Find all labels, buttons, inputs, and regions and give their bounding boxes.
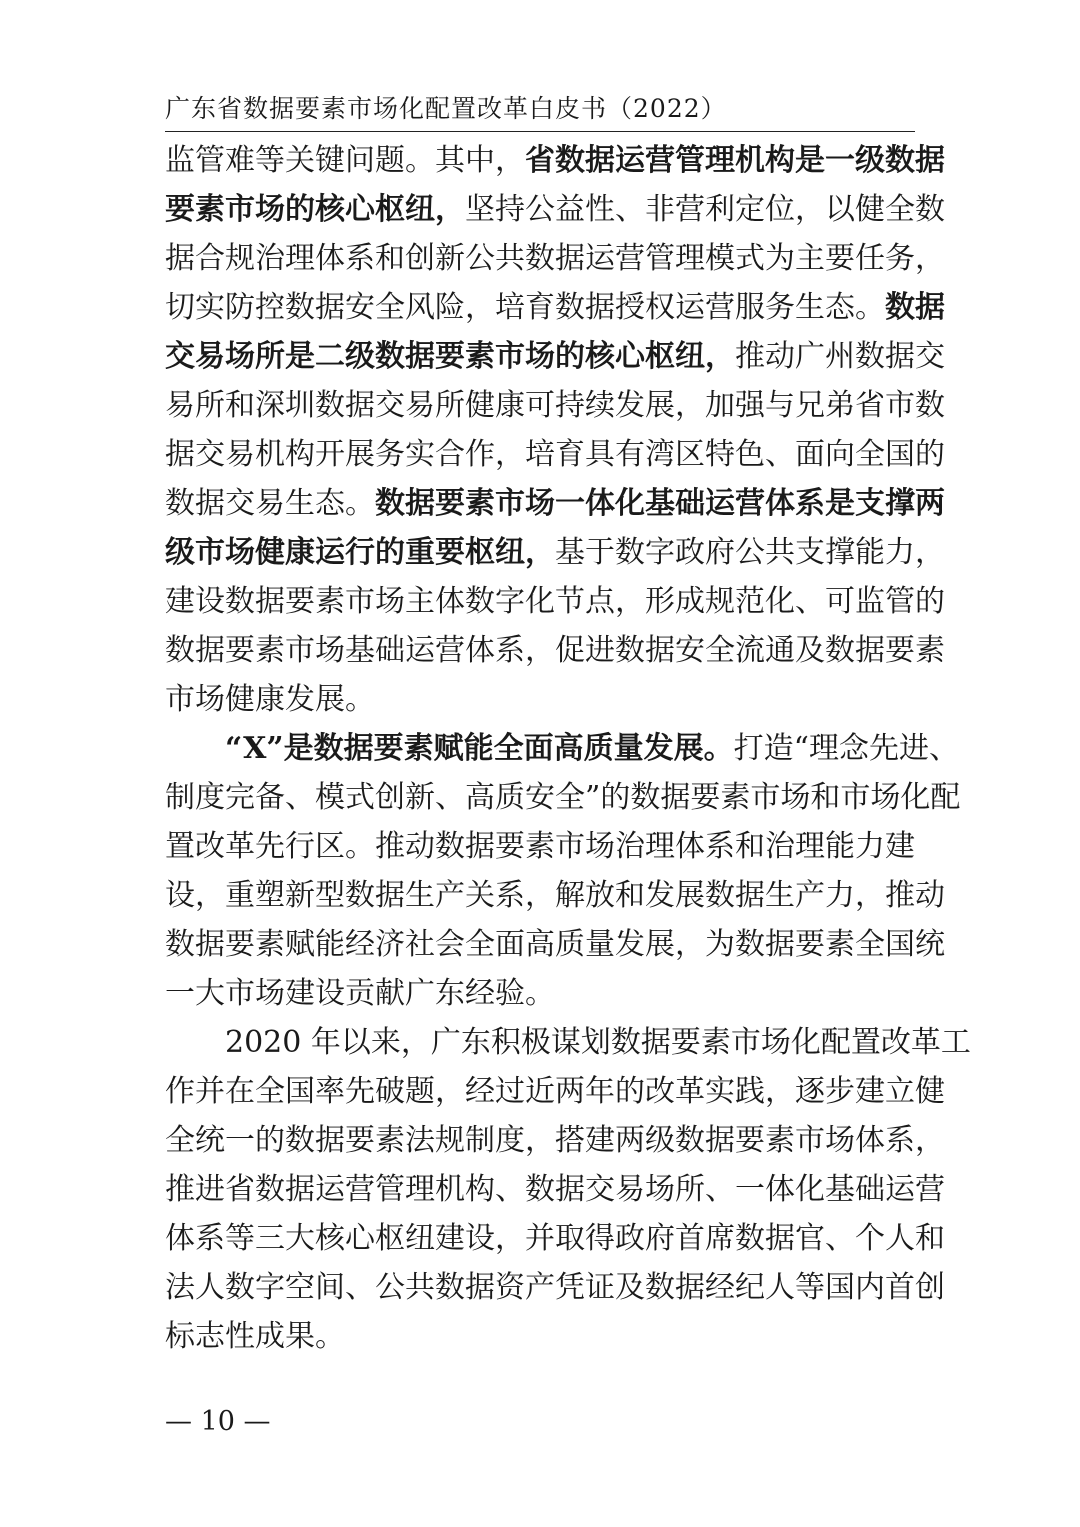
text-line: 设，重塑新型数据生产关系，解放和发展数据生产力，推动	[165, 878, 945, 913]
text-line: 2020 年以来，广东积极谋划数据要素市场化配置改革工	[225, 1025, 971, 1060]
bold-text-run: 数据要素市场一体化基础运营体系是支撑两	[375, 486, 945, 521]
text-run: 打造“理念先进、	[733, 731, 959, 766]
text-run: 推动广州数据交	[735, 339, 945, 374]
bold-text-run: 级市场健康运行的重要枢纽，	[165, 535, 555, 570]
text-line: 体系等三大核心枢纽建设，并取得政府首席数据官、个人和	[165, 1221, 945, 1256]
body-text	[165, 136, 971, 1361]
text-line	[165, 185, 945, 234]
text-line: 据交易机构开展务实合作，培育具有湾区特色、面向全国的	[165, 437, 945, 472]
running-header: 广东省数据要素市场化配置改革白皮书（2022）	[165, 94, 727, 123]
paragraph-3	[165, 1018, 971, 1361]
text-line: 一大市场建设贡献广东经验。	[165, 976, 555, 1011]
text-run: 切实防控数据安全风险，培育数据授权运营服务生态。	[165, 290, 885, 325]
text-line: 推进省数据运营管理机构、数据交易场所、一体化基础运营	[165, 1172, 945, 1207]
bold-text-run: 数据	[885, 290, 945, 325]
text-line: 标志性成果。	[165, 1319, 345, 1354]
header-rule	[165, 131, 915, 132]
text-line: 置改革先行区。推动数据要素市场治理体系和治理能力建	[165, 829, 915, 864]
page-number: — 10 —	[165, 1406, 271, 1437]
text-line: 据合规治理体系和创新公共数据运营管理模式为主要任务，	[165, 241, 945, 276]
text-line: 制度完备、模式创新、高质安全”的数据要素市场和市场化配	[165, 780, 961, 815]
text-line	[165, 479, 945, 528]
text-line: 市场健康发展。	[165, 682, 375, 717]
text-line: 易所和深圳数据交易所健康可持续发展，加强与兄弟省市数	[165, 388, 945, 423]
text-run: 坚持公益性、非营利定位，以健全数	[465, 192, 945, 227]
text-line: 建设数据要素市场主体数字化节点，形成规范化、可监管的	[165, 584, 945, 619]
text-run: 基于数字政府公共支撑能力，	[555, 535, 945, 570]
text-line	[165, 136, 945, 185]
text-line: 作并在全国率先破题，经过近两年的改革实践，逐步建立健	[165, 1074, 945, 1109]
bold-text-run: 要素市场的核心枢纽，	[165, 192, 465, 227]
bold-text-run: 交易场所是二级数据要素市场的核心枢纽，	[165, 339, 735, 374]
text-line	[165, 724, 959, 773]
text-line	[165, 332, 945, 381]
text-line	[165, 528, 945, 577]
text-line: 全统一的数据要素法规制度，搭建两级数据要素市场体系，	[165, 1123, 945, 1158]
bold-text-run: 省数据运营管理机构是一级数据	[525, 143, 945, 178]
text-line	[165, 283, 945, 332]
text-line: 数据要素市场基础运营体系，促进数据安全流通及数据要素	[165, 633, 945, 668]
paragraph-2	[165, 724, 961, 1018]
text-line: 法人数字空间、公共数据资产凭证及数据经纪人等国内首创	[165, 1270, 945, 1305]
text-run: 监管难等关键问题。其中，	[165, 143, 525, 178]
text-line: 数据要素赋能经济社会全面高质量发展，为数据要素全国统	[165, 927, 945, 962]
paragraph-1	[165, 136, 945, 724]
bold-text-run: “X”是数据要素赋能全面高质量发展。	[225, 731, 734, 766]
text-run: 数据交易生态。	[165, 486, 375, 521]
